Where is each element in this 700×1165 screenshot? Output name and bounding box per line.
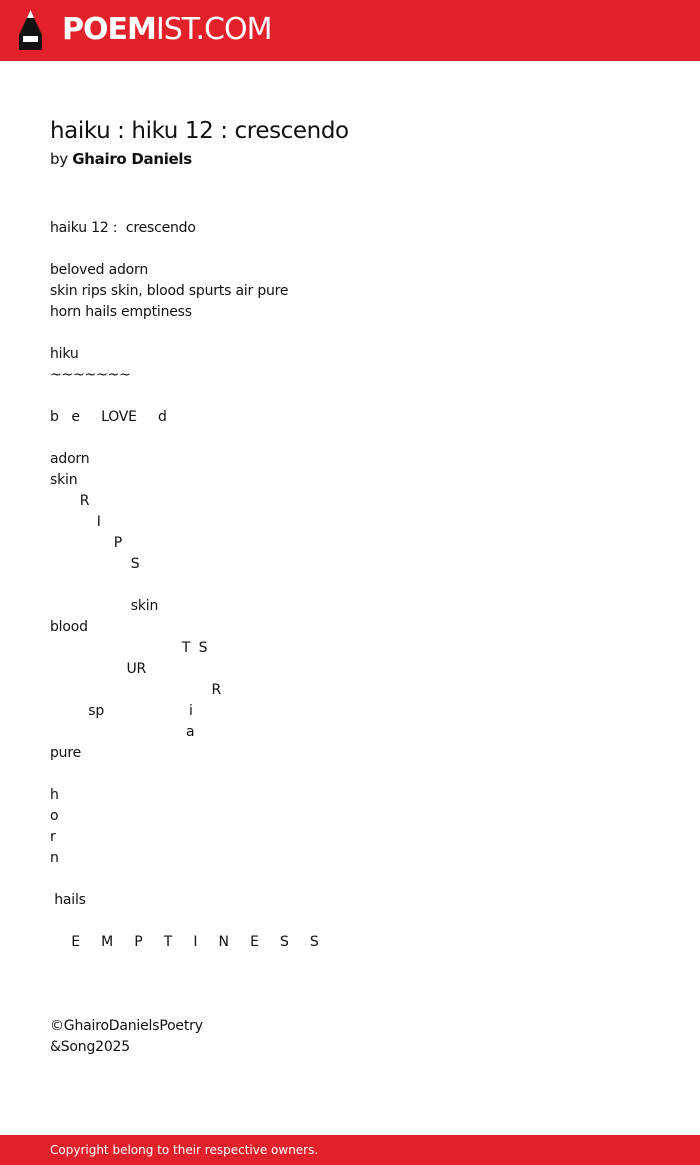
site-footer (0, 1135, 700, 1165)
copyright-notice: Copyright belong to their respective owners. (50, 1143, 319, 1157)
poem-body: haiku 12 : crescendo beloved adorn skin rips skin, blood spurts air pure horn hails emptiness hiku ~~~~~~~ b e LOVE d adorn skin R I P S skin blood T S UR R sp i a pure h o r n hails E M P T I N E S S ©GhairoDanielsPoetry &Song2025 (50, 220, 319, 1055)
pencil-tip-icon[interactable] (17, 9, 44, 52)
poem-title: haiku : hiku 12 : crescendo (50, 118, 349, 144)
site-header (0, 0, 700, 61)
logo-bold-text: POEM (62, 12, 156, 47)
site-logo[interactable] (62, 10, 271, 50)
logo-light-text: IST.COM (155, 12, 272, 47)
author-name[interactable]: Ghairo Daniels (72, 150, 192, 168)
poem-byline (50, 148, 192, 170)
by-label: by (50, 150, 68, 168)
